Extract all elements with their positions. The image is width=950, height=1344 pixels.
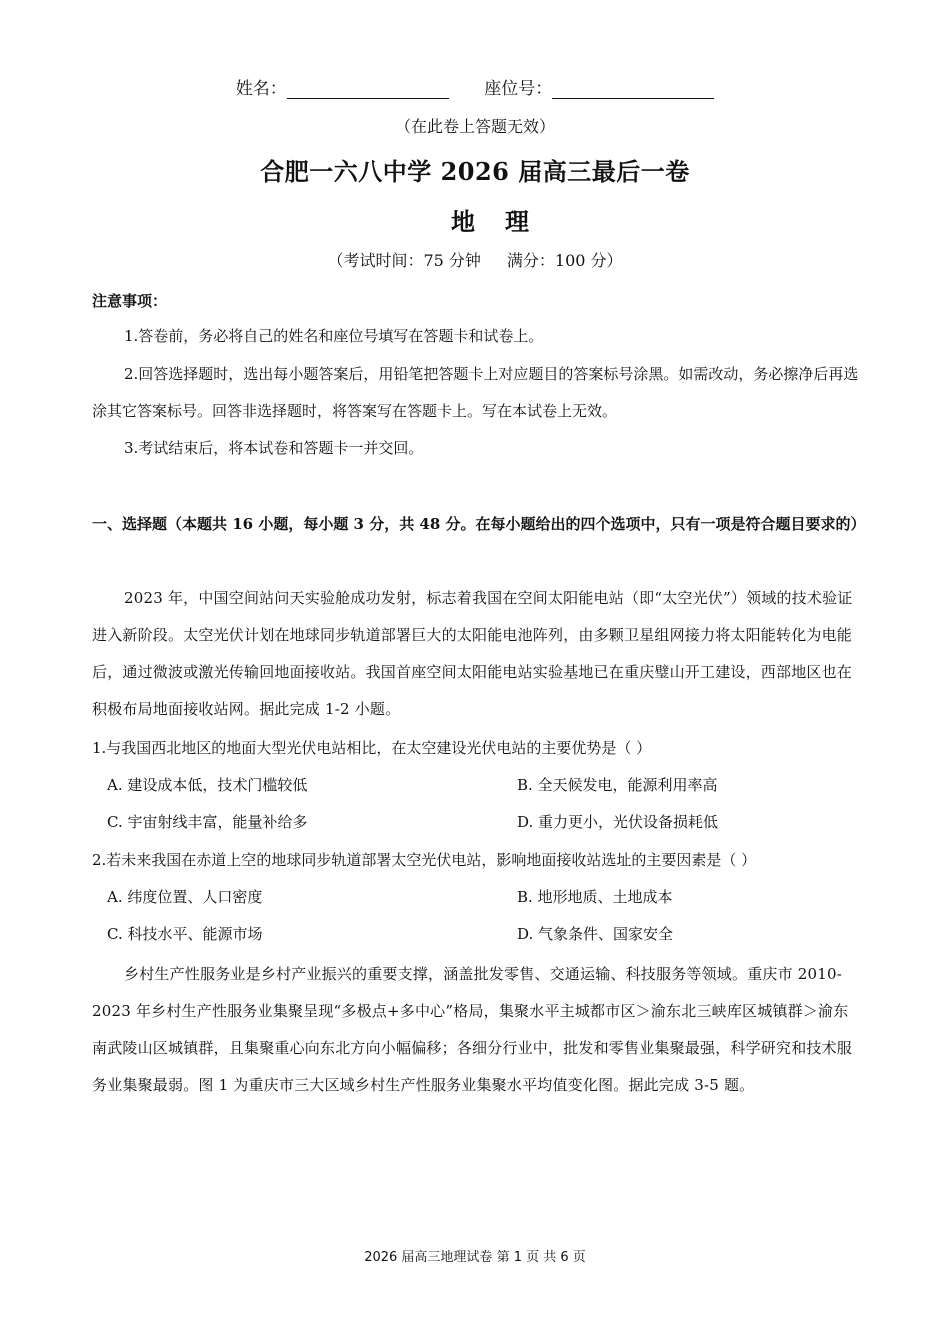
note-item: 3.考试结束后，将本试卷和答题卡一并交回。 (124, 439, 424, 457)
seat-blank (552, 80, 714, 99)
option-c: C. 宇宙射线丰富，能量补给多 (107, 813, 308, 831)
exam-info (0, 248, 950, 271)
notes-heading: 注意事项： (92, 292, 168, 310)
option-d: D. 重力更小，光伏设备损耗低 (517, 813, 719, 831)
question-stem: 1.与我国西北地区的地面大型光伏电站相比，在太空建设光伏电站的主要优势是（ ） (92, 739, 652, 757)
exam-time: （考试时间：75 分钟 (327, 251, 481, 270)
option-b: B. 全天候发电，能源利用率高 (517, 776, 718, 794)
material-passage: 2023 年，中国空间站问天实验舱成功发射，标志着我国在空间太阳能电站（即“太空光伏”）领域的技术验证进入新阶段。太空光伏计划在地球同步轨道部署巨大的太阳能电池阵列，由多颗卫星组网接力将太阳能转化为电能后，通过微波或激光传输回地面接收站。我国首座空间太阳能电站实验基地已在重庆璧山开工建设，西部地区也在积极布局地面接收站网。据此完成 1-2 小题。 (92, 589, 853, 718)
invalid-note: （在此卷上答题无效） (394, 117, 555, 136)
exam-score: 满分：100 分） (506, 251, 623, 270)
option-b: B. 地形地质、土地成本 (517, 888, 673, 906)
material-passage: 乡村生产性服务业是乡村产业振兴的重要支撑，涵盖批发零售、交通运输、科技服务等领域。重庆市 2010-2023 年乡村生产性服务业集聚呈现“多极点+多中心”格局，集聚水平主城都市区＞渝东北三峡库区城镇群＞渝东南武陵山区城镇群，且集聚重心向东北方向小幅偏移；各细分行业中，批发和零售业集聚最强，科学研究和技术服务业集聚最弱。图 1 为重庆市三大区域乡村生产性服务业集聚水平均值变化图。据此完成 3-5 题。 (92, 965, 853, 1094)
option-d: D. 气象条件、国家安全 (517, 925, 674, 943)
section-heading: 一、选择题（本题共 16 小题，每小题 3 分，共 48 分。在每小题给出的四个选项中，只有一项是符合题目要求的） (92, 515, 866, 533)
option-a: A. 建设成本低，技术门槛较低 (107, 776, 308, 794)
student-info-line (0, 74, 950, 99)
exam-title: 合肥一六八中学 2026 届高三最后一卷 (260, 157, 690, 186)
seat-label: 座位号： (484, 79, 553, 99)
option-c: C. 科技水平、能源市场 (107, 925, 263, 943)
note-item: 2.回答选择题时，选出每小题答案后，用铅笔把答题卡上对应题目的答案标号涂黑。如需改动，务必擦净后再选涂其它答案标号。回答非选择题时，将答案写在答题卡上。写在本试卷上无效。 (92, 365, 859, 420)
question-options (107, 767, 847, 841)
name-blank (287, 80, 449, 99)
option-a: A. 纬度位置、人口密度 (107, 888, 263, 906)
page-footer: 2026 届高三地理试卷 第 1 页 共 6 页 (364, 1250, 586, 1265)
subject-title: 地理 (451, 207, 559, 236)
name-label: 姓名： (235, 79, 287, 99)
question-stem: 2.若未来我国在赤道上空的地球同步轨道部署太空光伏电站，影响地面接收站选址的主要因素是（ ） (92, 851, 757, 869)
question-options (107, 879, 847, 953)
note-item: 1.答卷前，务必将自己的姓名和座位号填写在答题卡和试卷上。 (124, 327, 544, 345)
